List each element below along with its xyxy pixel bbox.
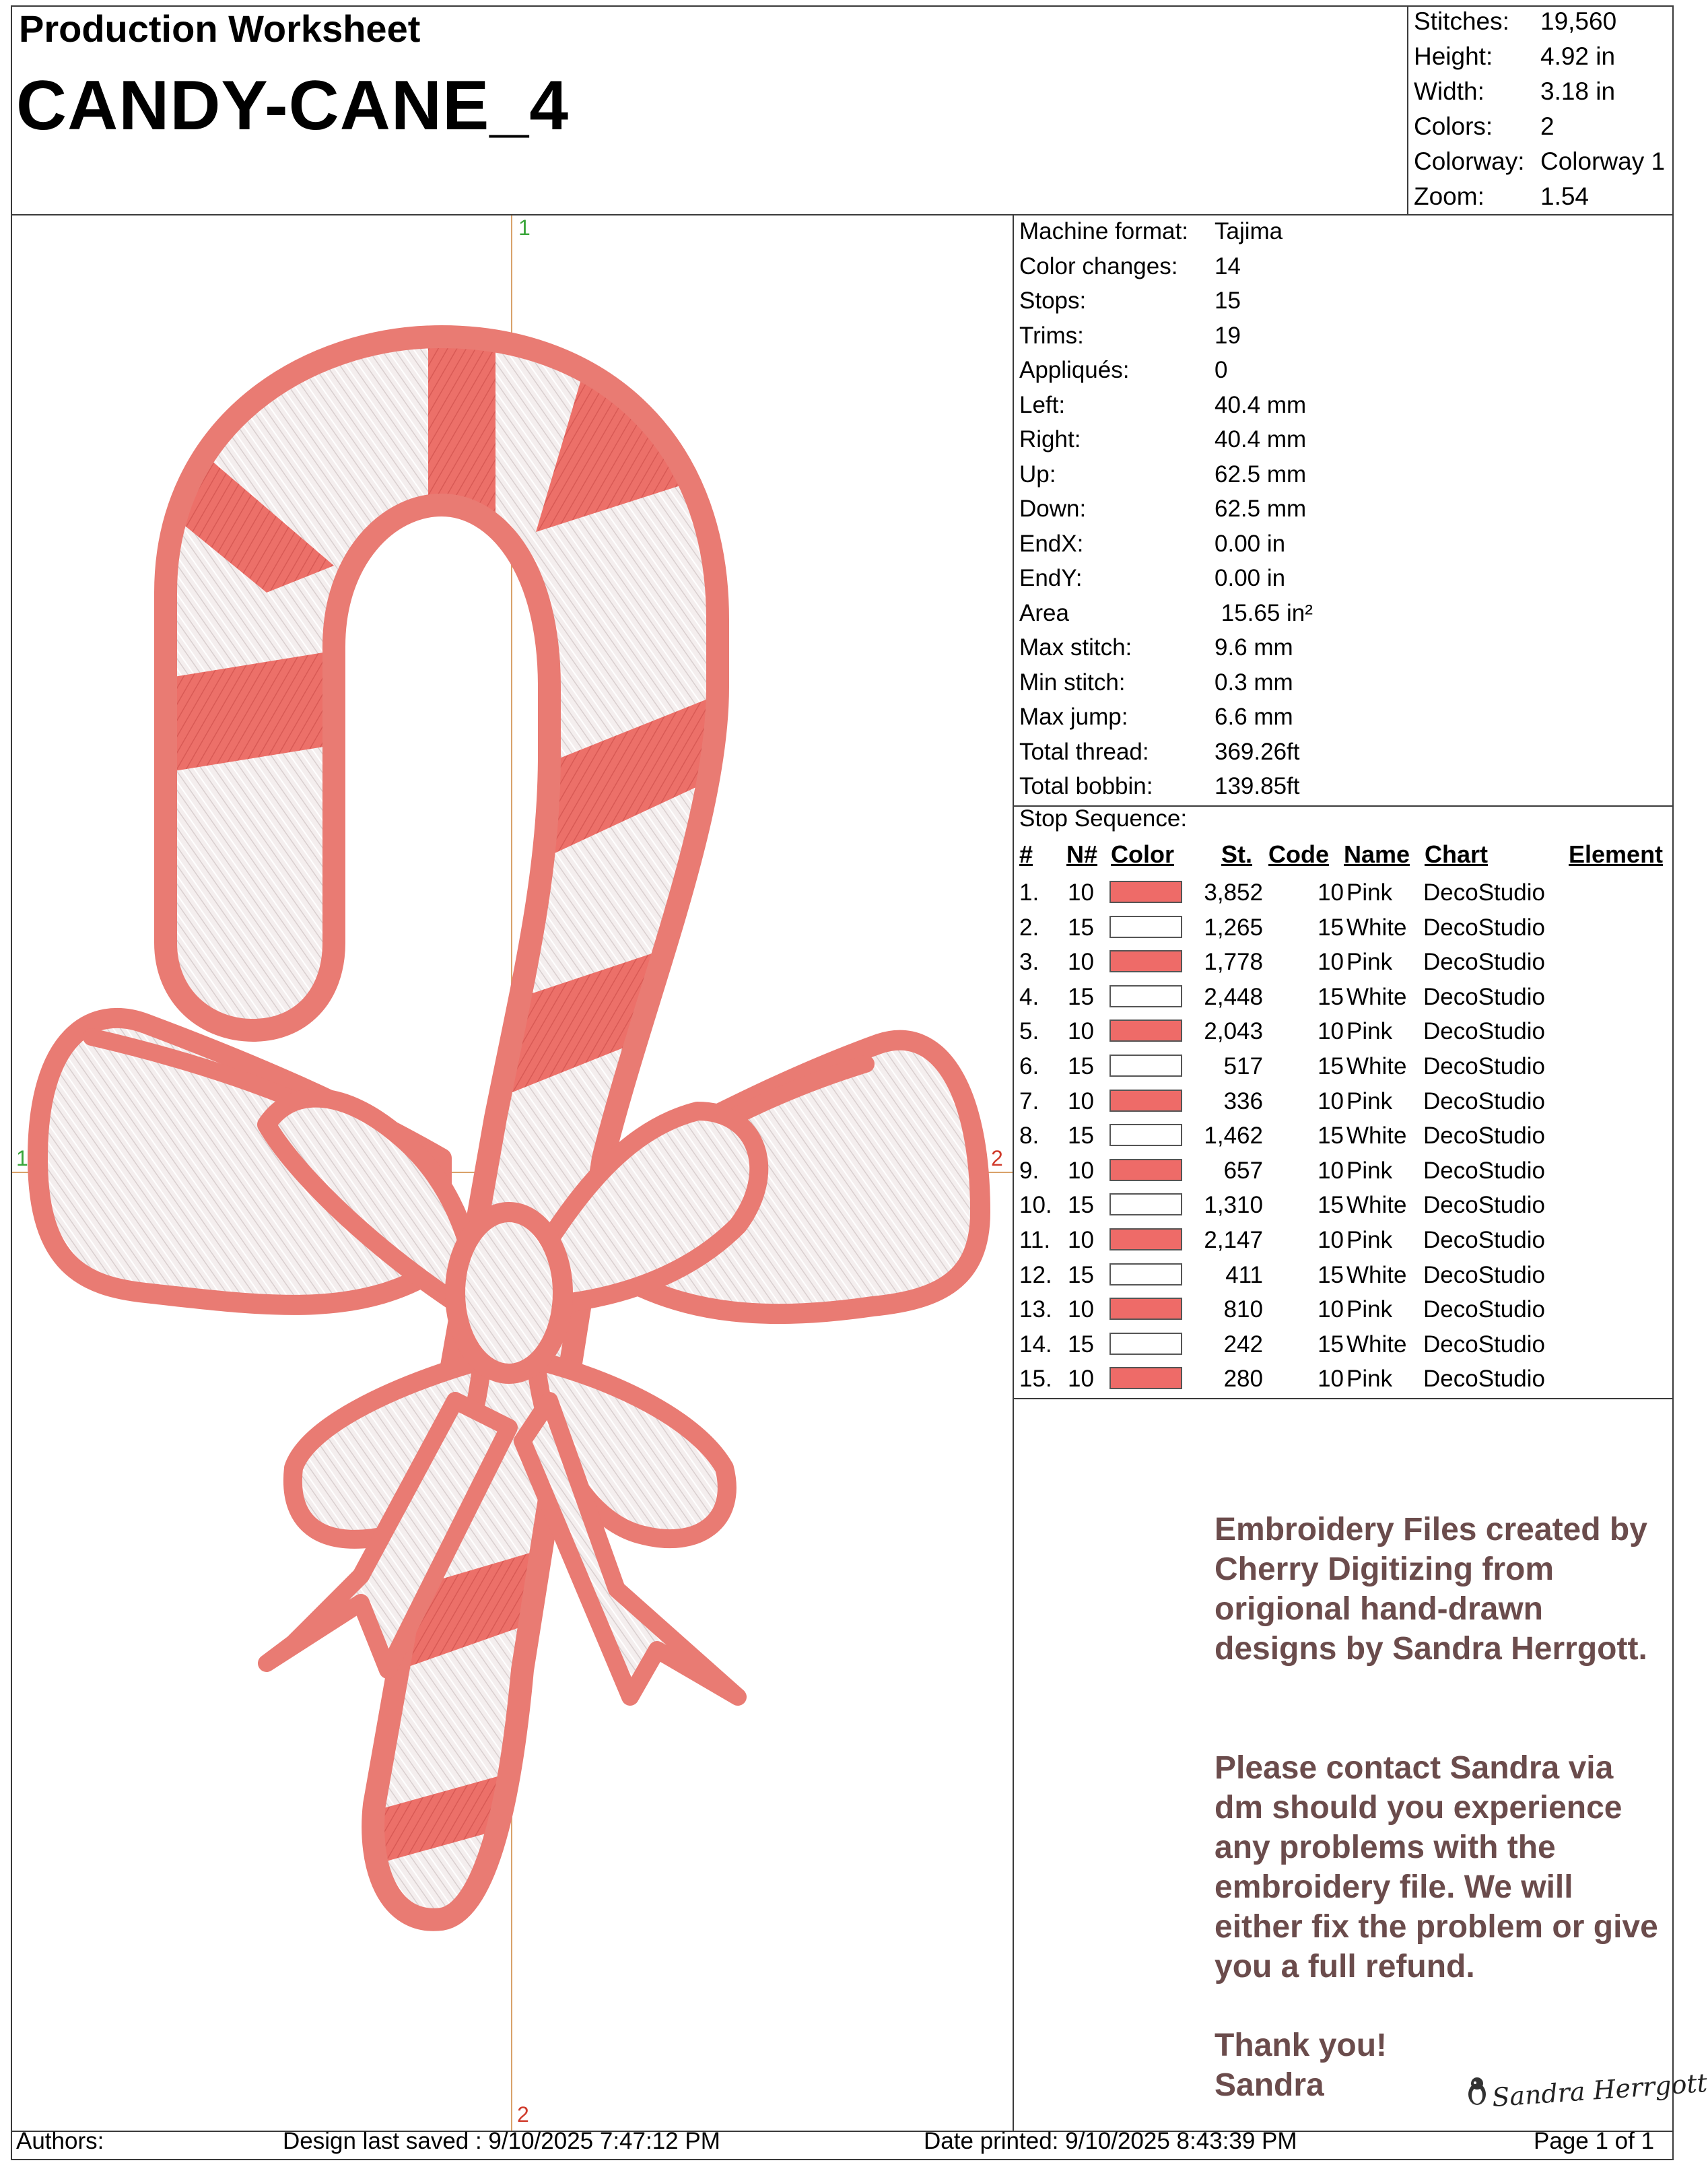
row-chart: DecoStudio <box>1423 1018 1545 1045</box>
footer-last-saved: Design last saved : 9/10/2025 7:47:12 PM <box>283 2128 720 2154</box>
summary-label: Colors: <box>1414 112 1493 140</box>
row-color-swatch <box>1109 881 1182 903</box>
detail-value: 15 <box>1215 288 1241 314</box>
row-color-swatch <box>1109 1333 1182 1355</box>
stop-sequence-row <box>1019 1292 1672 1327</box>
worksheet-subtitle: Production Worksheet <box>19 7 421 50</box>
row-color-swatch <box>1109 1159 1182 1181</box>
row-color-name: Pink <box>1346 949 1393 976</box>
row-index: 1. <box>1019 879 1039 906</box>
row-needle: 15 <box>1068 1331 1094 1358</box>
row-color-swatch <box>1109 916 1182 938</box>
row-color-swatch <box>1109 950 1182 972</box>
sequence-divider <box>1013 1398 1674 1399</box>
row-code: 10 <box>1318 1296 1344 1323</box>
note-thanks: Thank you! <box>1215 2028 1388 2063</box>
row-stitch-count: 2,448 <box>1204 983 1263 1010</box>
row-color-name: White <box>1346 914 1407 941</box>
row-index: 8. <box>1019 1123 1039 1149</box>
candy-cane-embroidery-image <box>11 215 1007 2114</box>
detail-label: Up: <box>1019 461 1056 488</box>
stop-sequence-row <box>1019 910 1672 945</box>
row-index: 3. <box>1019 949 1039 976</box>
detail-value: 0.00 in <box>1215 530 1286 557</box>
row-index: 4. <box>1019 983 1039 1010</box>
row-needle: 10 <box>1068 1018 1094 1045</box>
row-code: 10 <box>1318 949 1344 976</box>
note-paragraph-credits: Embroidery Files created by Cherry Digitizing from origional hand-drawn designs by Sandra Herrgott. <box>1215 1512 1647 1667</box>
summary-value: 4.92 in <box>1540 42 1616 70</box>
row-index: 5. <box>1019 1018 1039 1045</box>
row-color-name: White <box>1346 1261 1407 1288</box>
design-title: CANDY-CANE_4 <box>16 67 570 145</box>
row-code: 10 <box>1318 1227 1344 1253</box>
row-stitch-count: 517 <box>1223 1053 1263 1079</box>
detail-label: Right: <box>1019 426 1081 453</box>
row-color-swatch <box>1109 1193 1182 1215</box>
row-stitch-count: 2,147 <box>1204 1227 1263 1253</box>
detail-label: Appliqués: <box>1019 357 1130 383</box>
row-index: 2. <box>1019 914 1039 941</box>
row-chart: DecoStudio <box>1423 1088 1545 1114</box>
stop-sequence-row <box>1019 1049 1672 1084</box>
detail-label: EndX: <box>1019 530 1084 557</box>
frame-bottom <box>11 2159 1674 2160</box>
row-chart: DecoStudio <box>1423 1366 1545 1393</box>
detail-value: 369.26ft <box>1215 738 1300 765</box>
stop-sequence-row <box>1019 980 1672 1015</box>
row-stitch-count: 1,778 <box>1204 949 1263 976</box>
summary-label: Colorway: <box>1414 147 1525 175</box>
col-header-chart: Chart <box>1425 840 1489 868</box>
row-color-name: White <box>1346 983 1407 1010</box>
detail-value: 62.5 mm <box>1215 496 1307 522</box>
row-chart: DecoStudio <box>1423 1331 1545 1358</box>
summary-value: 3.18 in <box>1540 77 1616 105</box>
stop-sequence-row <box>1019 1118 1672 1154</box>
stop-sequence-row <box>1019 1084 1672 1119</box>
row-needle: 10 <box>1068 1088 1094 1114</box>
detail-value: 0.00 in <box>1215 565 1286 591</box>
stop-sequence-row <box>1019 1258 1672 1293</box>
detail-value: 9.6 mm <box>1215 634 1293 661</box>
row-color-name: Pink <box>1346 1296 1393 1323</box>
footer-date-printed: Date printed: 9/10/2025 8:43:39 PM <box>924 2128 1297 2154</box>
row-stitch-count: 1,265 <box>1204 914 1263 941</box>
stop-sequence-row <box>1019 1154 1672 1189</box>
detail-value: 19 <box>1215 322 1241 349</box>
summary-label: Zoom: <box>1414 182 1484 210</box>
row-color-name: White <box>1346 1123 1407 1149</box>
row-color-name: Pink <box>1346 1227 1393 1253</box>
row-color-name: White <box>1346 1053 1407 1079</box>
row-code: 10 <box>1318 1018 1344 1045</box>
detail-label: Machine format: <box>1019 218 1188 244</box>
row-color-name: White <box>1346 1331 1407 1358</box>
summary-divider <box>1407 5 1408 215</box>
detail-label: EndY: <box>1019 565 1083 591</box>
row-color-name: Pink <box>1346 1018 1393 1045</box>
row-color-name: Pink <box>1346 1366 1393 1393</box>
detail-value: 62.5 mm <box>1215 461 1307 488</box>
detail-label: Left: <box>1019 391 1066 418</box>
axis-label-right: 2 <box>991 1146 1003 1170</box>
row-stitch-count: 1,310 <box>1204 1192 1263 1219</box>
row-chart: DecoStudio <box>1423 983 1545 1010</box>
row-stitch-count: 336 <box>1223 1088 1263 1114</box>
detail-label: Max stitch: <box>1019 634 1132 661</box>
row-color-swatch <box>1109 1090 1182 1112</box>
row-chart: DecoStudio <box>1423 879 1545 906</box>
col-header-name: Name <box>1344 840 1410 868</box>
row-chart: DecoStudio <box>1423 1053 1545 1079</box>
detail-value: 40.4 mm <box>1215 391 1307 418</box>
row-color-swatch <box>1109 1055 1182 1077</box>
summary-value: 1.54 <box>1540 182 1590 210</box>
detail-value: 6.6 mm <box>1215 704 1293 730</box>
row-chart: DecoStudio <box>1423 914 1545 941</box>
row-needle: 10 <box>1068 1366 1094 1393</box>
row-color-swatch <box>1109 1298 1182 1320</box>
row-color-name: White <box>1346 1192 1407 1219</box>
row-chart: DecoStudio <box>1423 1157 1545 1184</box>
detail-label: Total bobbin: <box>1019 773 1153 799</box>
col-header-needle: N# <box>1066 840 1098 868</box>
detail-value: 139.85ft <box>1215 773 1300 799</box>
stop-sequence-row <box>1019 1362 1672 1397</box>
detail-label: Stops: <box>1019 288 1087 314</box>
row-needle: 15 <box>1068 914 1094 941</box>
summary-label: Width: <box>1414 77 1484 105</box>
row-code: 15 <box>1318 1053 1344 1079</box>
row-chart: DecoStudio <box>1423 1192 1545 1219</box>
note-paragraph-contact: Please contact Sandra via dm should you experience any problems with the embroidery file. We will either fix the problem or give you a full refund. <box>1215 1750 1658 1984</box>
detail-label: Total thread: <box>1019 738 1149 765</box>
row-code: 15 <box>1318 1261 1344 1288</box>
col-header-code: Code <box>1268 840 1329 868</box>
row-stitch-count: 657 <box>1223 1157 1263 1184</box>
row-index: 9. <box>1019 1157 1039 1184</box>
row-chart: DecoStudio <box>1423 1227 1545 1253</box>
row-code: 10 <box>1318 1088 1344 1114</box>
col-header-color: Color <box>1111 840 1174 868</box>
row-code: 15 <box>1318 983 1344 1010</box>
detail-value: 0 <box>1215 357 1228 383</box>
row-stitch-count: 411 <box>1225 1261 1263 1288</box>
stop-sequence-title: Stop Sequence: <box>1019 805 1188 832</box>
row-code: 15 <box>1318 914 1344 941</box>
detail-label: Area <box>1019 599 1069 626</box>
summary-label: Height: <box>1414 42 1493 70</box>
detail-value: 40.4 mm <box>1215 426 1307 453</box>
row-code: 10 <box>1318 1157 1344 1184</box>
stop-sequence-row <box>1019 1223 1672 1258</box>
row-needle: 10 <box>1068 879 1094 906</box>
axis-label-top: 1 <box>518 215 531 240</box>
row-code: 15 <box>1318 1123 1344 1149</box>
detail-label: Min stitch: <box>1019 669 1126 696</box>
panel-divider <box>1013 214 1014 2132</box>
row-color-swatch <box>1109 985 1182 1007</box>
row-color-swatch <box>1109 1263 1182 1285</box>
row-index: 13. <box>1019 1296 1052 1323</box>
stop-sequence-row <box>1019 1188 1672 1223</box>
row-needle: 15 <box>1068 1123 1094 1149</box>
summary-value: Colorway 1 <box>1540 147 1666 175</box>
row-chart: DecoStudio <box>1423 949 1545 976</box>
frame-right <box>1672 5 1674 2160</box>
row-stitch-count: 1,462 <box>1204 1123 1263 1149</box>
col-header-index: # <box>1019 840 1033 868</box>
axis-label-bottom: 2 <box>517 2102 529 2127</box>
row-needle: 15 <box>1068 1192 1094 1219</box>
row-stitch-count: 810 <box>1223 1296 1263 1323</box>
row-chart: DecoStudio <box>1423 1296 1545 1323</box>
detail-label: Max jump: <box>1019 704 1128 730</box>
row-color-swatch <box>1109 1124 1182 1146</box>
row-chart: DecoStudio <box>1423 1261 1545 1288</box>
row-index: 6. <box>1019 1053 1039 1079</box>
row-stitch-count: 3,852 <box>1204 879 1263 906</box>
footer-divider <box>11 2131 1674 2132</box>
row-color-name: Pink <box>1346 1088 1393 1114</box>
row-needle: 10 <box>1068 1296 1094 1323</box>
detail-label: Down: <box>1019 496 1087 522</box>
row-color-swatch <box>1109 1020 1182 1042</box>
row-needle: 15 <box>1068 1261 1094 1288</box>
row-index: 15. <box>1019 1366 1052 1393</box>
row-needle: 10 <box>1068 1157 1094 1184</box>
row-needle: 15 <box>1068 983 1094 1010</box>
row-stitch-count: 242 <box>1223 1331 1263 1358</box>
penguin-icon <box>1465 2075 1489 2106</box>
row-color-name: Pink <box>1346 1157 1393 1184</box>
col-header-element: Element <box>1569 840 1664 868</box>
footer-authors: Authors: <box>16 2128 104 2154</box>
row-color-name: Pink <box>1346 879 1393 906</box>
row-index: 11. <box>1019 1227 1051 1253</box>
row-stitch-count: 280 <box>1223 1366 1263 1393</box>
stop-sequence-row <box>1019 945 1672 980</box>
row-needle: 15 <box>1068 1053 1094 1079</box>
logo-signature-text: Sandra Herrgott <box>1491 2067 1708 2113</box>
detail-value: 14 <box>1215 253 1241 279</box>
summary-value: 19,560 <box>1540 7 1617 35</box>
row-color-swatch <box>1109 1367 1182 1389</box>
stop-sequence-row <box>1019 1327 1672 1362</box>
stop-sequence-row <box>1019 1014 1672 1049</box>
row-color-swatch <box>1109 1228 1182 1250</box>
detail-value: 0.3 mm <box>1215 669 1293 696</box>
row-code: 15 <box>1318 1331 1344 1358</box>
col-header-stitches: St. <box>1221 840 1253 868</box>
detail-value: Tajima <box>1215 218 1283 244</box>
detail-label: Trims: <box>1019 322 1084 349</box>
row-needle: 10 <box>1068 949 1094 976</box>
row-stitch-count: 2,043 <box>1204 1018 1263 1045</box>
row-code: 10 <box>1318 1366 1344 1393</box>
note-signoff: Sandra <box>1215 2067 1324 2103</box>
row-needle: 10 <box>1068 1227 1094 1253</box>
row-code: 10 <box>1318 879 1344 906</box>
stop-sequence-row <box>1019 875 1672 910</box>
detail-value: 15.65 in² <box>1215 599 1313 626</box>
row-index: 12. <box>1019 1261 1052 1288</box>
summary-label: Stitches: <box>1414 7 1509 35</box>
detail-label: Color changes: <box>1019 253 1178 279</box>
row-code: 15 <box>1318 1192 1344 1219</box>
summary-value: 2 <box>1540 112 1555 140</box>
row-index: 14. <box>1019 1331 1052 1358</box>
row-chart: DecoStudio <box>1423 1123 1545 1149</box>
row-index: 7. <box>1019 1088 1039 1114</box>
footer-page-number: Page 1 of 1 <box>1534 2128 1655 2154</box>
row-index: 10. <box>1019 1192 1052 1219</box>
axis-label-left: 1 <box>16 1146 28 1170</box>
